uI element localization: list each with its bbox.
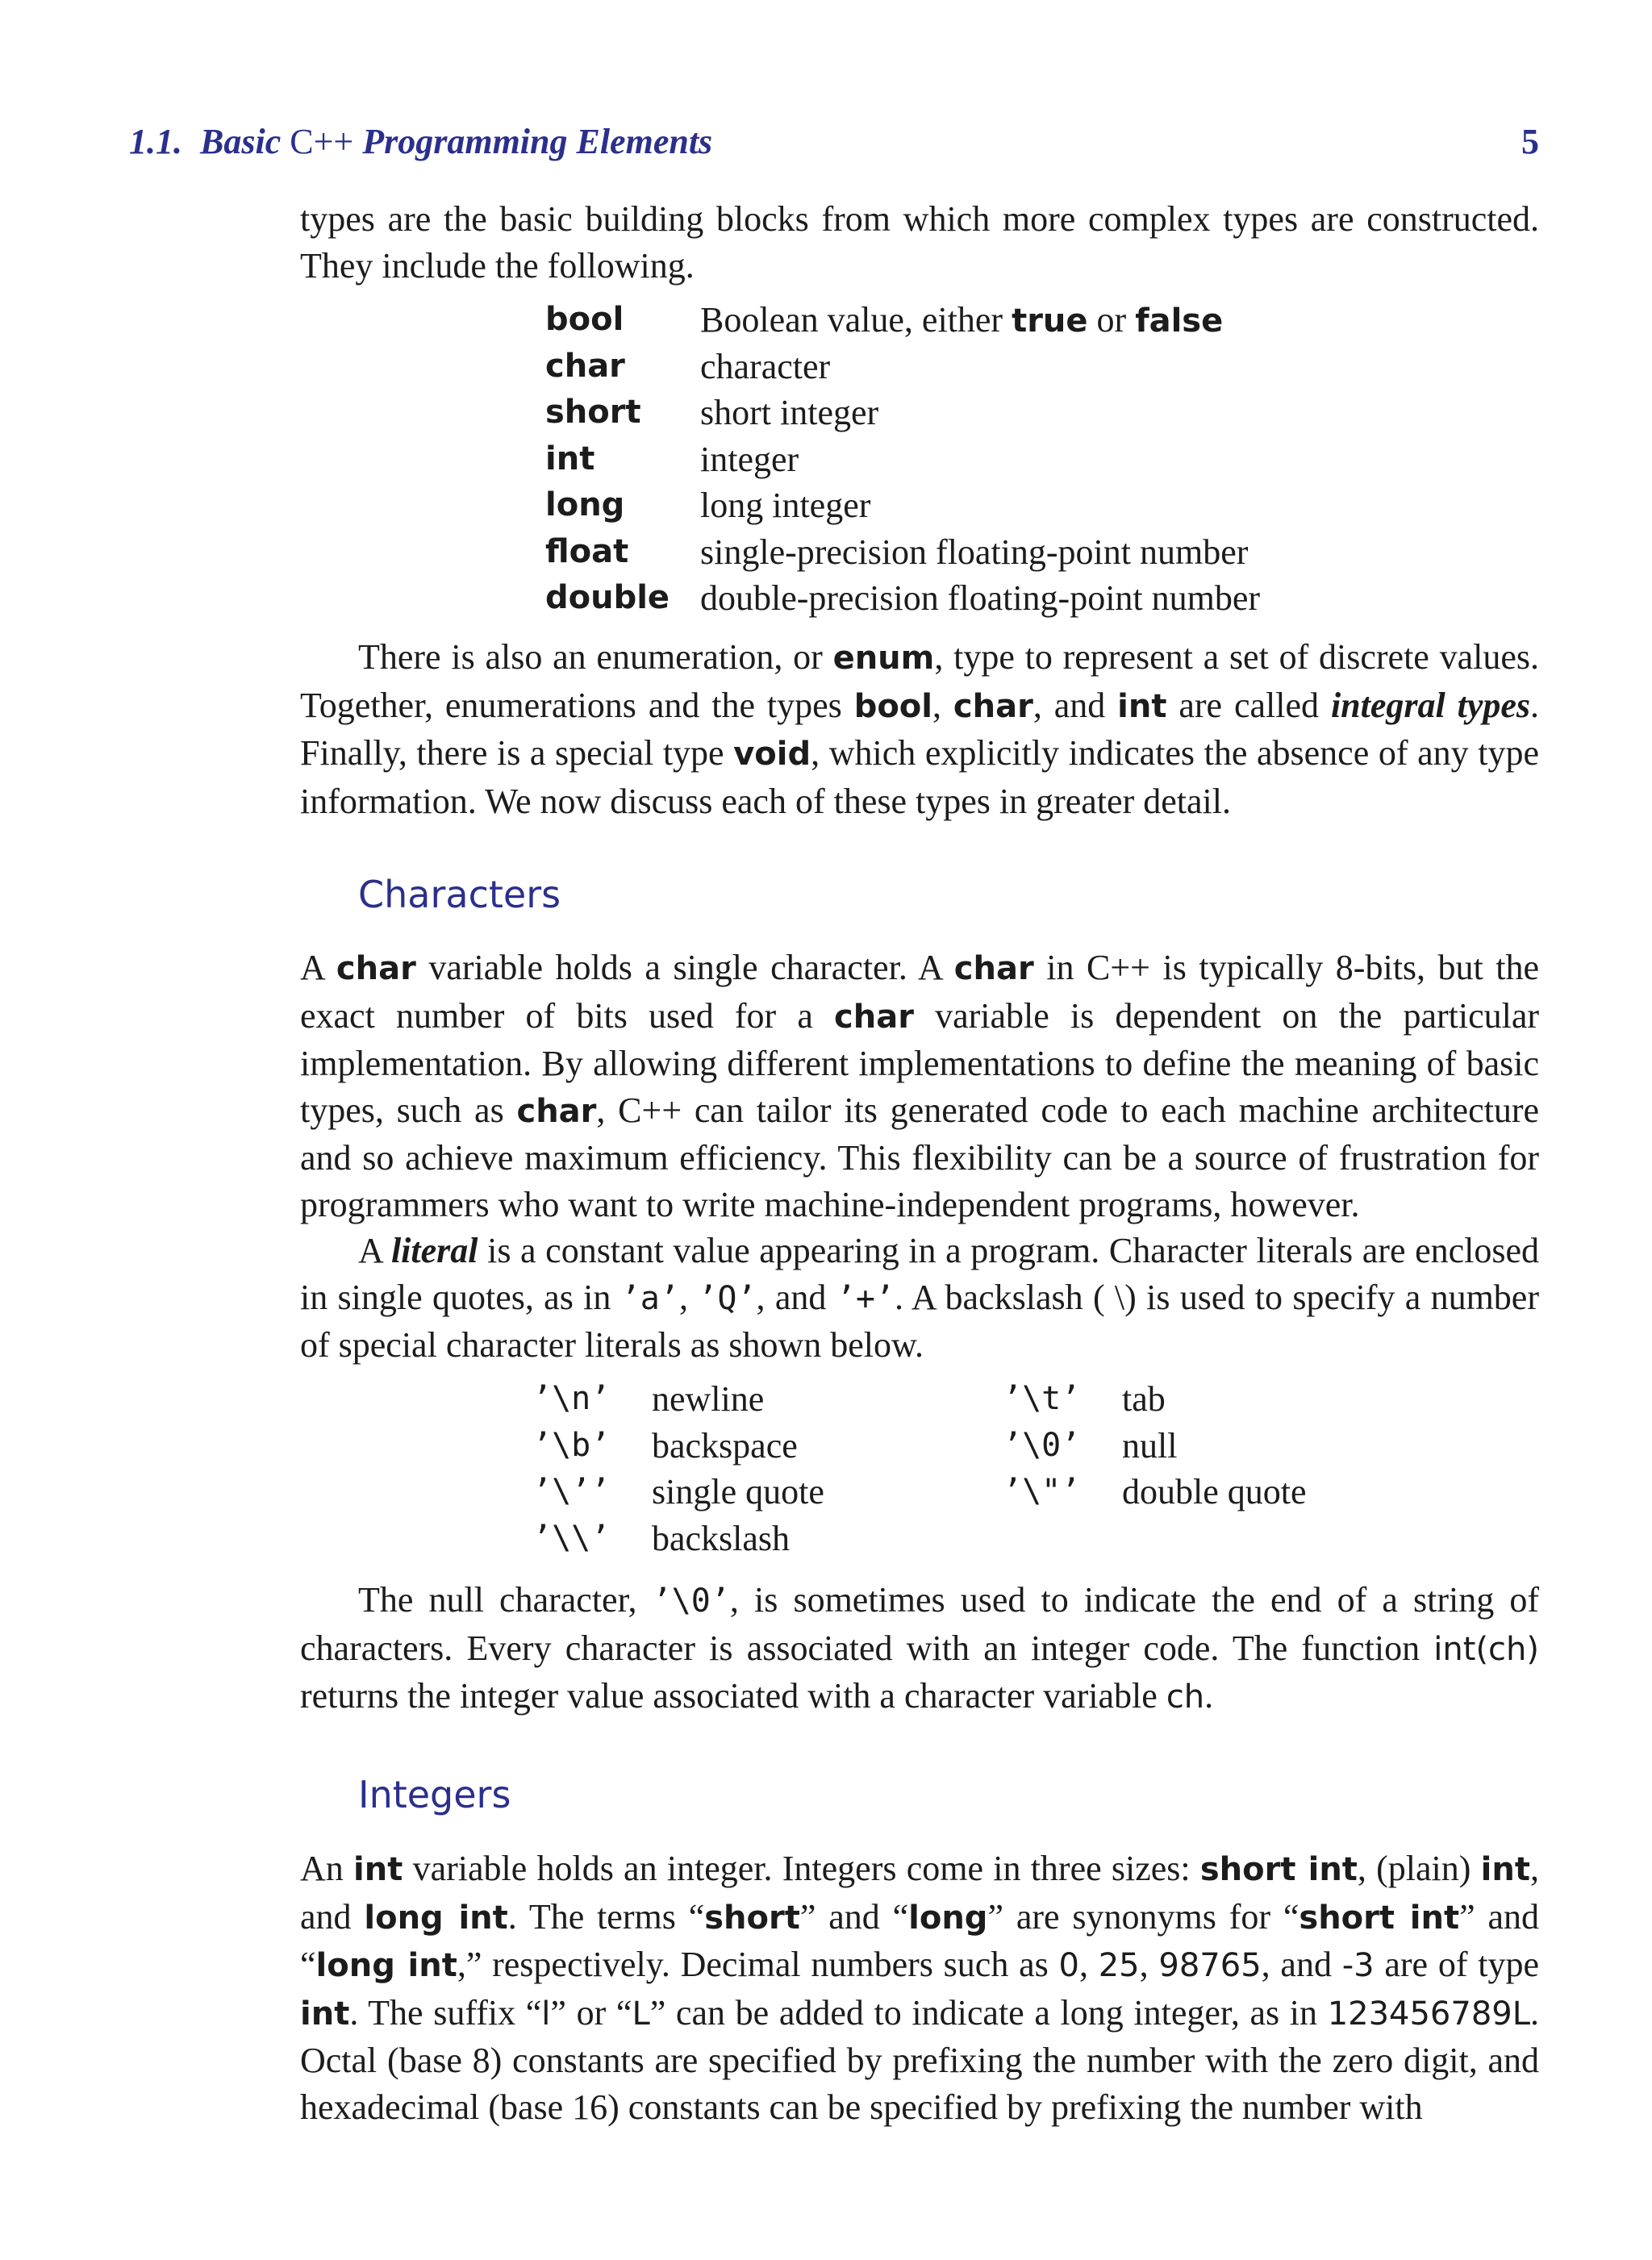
text-run: is a constant value appearing in a program. Character literals are enclosed in single quotes, as in bbox=[300, 1231, 1540, 1317]
running-header bbox=[129, 121, 1539, 169]
integers-paragraph-1 bbox=[300, 1845, 1539, 2130]
keyword-char: char bbox=[336, 950, 416, 987]
escape-desc: null bbox=[1122, 1425, 1178, 1466]
escape-row bbox=[1003, 1469, 1307, 1516]
type-desc-text: or bbox=[1096, 300, 1127, 340]
escape-code: ’\0’ bbox=[1003, 1426, 1081, 1464]
escape-table-left bbox=[532, 1376, 824, 1562]
keyword-false: false bbox=[1135, 302, 1224, 340]
section-heading-characters: Characters bbox=[358, 873, 561, 916]
characters-paragraph-3 bbox=[300, 1577, 1539, 1721]
type-row bbox=[545, 482, 1260, 529]
type-name: double bbox=[545, 579, 670, 616]
section-number: 1.1. bbox=[129, 122, 182, 161]
text-run: An bbox=[300, 1849, 344, 1888]
keyword-char: char bbox=[516, 1092, 597, 1130]
text-run: , type to represent a set of discrete values. Together, enumerations and the types bbox=[300, 637, 1540, 725]
text-run: , which explicitly indicates the absence of any type information. We now discuss each of these types in greater detail. bbox=[300, 733, 1540, 821]
keyword-int: int bbox=[1117, 687, 1167, 725]
escape-code: ’\b’ bbox=[532, 1426, 611, 1464]
text-run: ” are synonyms for “ bbox=[987, 1896, 1299, 1937]
code-suffix: L bbox=[632, 1995, 650, 2033]
header-title-cpp: C++ bbox=[290, 122, 354, 161]
text-run: , (plain) bbox=[1357, 1849, 1471, 1888]
keyword-int: int bbox=[1480, 1851, 1530, 1888]
escape-code: ’\"’ bbox=[1003, 1473, 1081, 1510]
type-name: int bbox=[545, 440, 595, 477]
escape-desc: backspace bbox=[652, 1425, 798, 1466]
escape-row bbox=[532, 1376, 824, 1423]
escape-desc: newline bbox=[652, 1379, 765, 1419]
type-row bbox=[545, 575, 1260, 622]
escape-row bbox=[532, 1469, 824, 1516]
keyword-void: void bbox=[733, 736, 811, 773]
type-row bbox=[545, 297, 1260, 344]
type-desc bbox=[700, 297, 1223, 344]
text-run: , and bbox=[300, 1849, 1539, 1937]
text-run: , and bbox=[1032, 685, 1106, 725]
text-run: returns the integer value associated with a character variable bbox=[300, 1676, 1158, 1716]
keyword-enum: enum bbox=[832, 640, 935, 677]
null-char-block bbox=[300, 1577, 1539, 1721]
type-desc: character bbox=[700, 346, 831, 386]
keyword-short-int: short int bbox=[1299, 1899, 1460, 1937]
text-run: variable holds a single character. A bbox=[428, 948, 942, 987]
text-run: are of type bbox=[1384, 1945, 1540, 1984]
escape-desc: backslash bbox=[652, 1518, 791, 1558]
text-run: . bbox=[1204, 1676, 1214, 1716]
text-run: , bbox=[932, 685, 941, 725]
fundamental-types-table bbox=[545, 297, 1260, 622]
type-row bbox=[545, 344, 1260, 390]
keyword-int: int bbox=[353, 1851, 403, 1888]
text-run: variable is dependent on the particular implementation. By allowing different implementations to define the meaning of basic types, such as bbox=[300, 995, 1540, 1130]
section-heading-integers: Integers bbox=[358, 1773, 511, 1816]
code-suffix: l bbox=[541, 1995, 551, 2033]
type-name: long bbox=[545, 486, 625, 523]
text-run: ” or “ bbox=[550, 1992, 632, 2033]
page-number: 5 bbox=[1521, 122, 1539, 161]
type-name: float bbox=[545, 532, 629, 570]
text-run: , is sometimes used to indicate the end of a string of characters. Every character is associated with an integer code. The function bbox=[300, 1580, 1540, 1668]
enum-block bbox=[300, 634, 1539, 824]
text-run: in C++ is typically 8-bits, but the exact number of bits used for a bbox=[300, 948, 1540, 1036]
type-desc: double-precision floating-point number bbox=[700, 578, 1261, 618]
escape-code: ’\’’ bbox=[532, 1473, 611, 1510]
type-row bbox=[545, 390, 1260, 436]
text-run: . The suffix “ bbox=[349, 1992, 542, 2033]
code-literal: ’\0’ bbox=[652, 1582, 730, 1620]
header-title bbox=[129, 121, 712, 162]
text-run: A bbox=[300, 948, 324, 987]
intro-paragraph: types are the basic building blocks from which more complex types are constructed. They include the following. bbox=[300, 199, 1539, 286]
keyword-long: long bbox=[908, 1899, 988, 1937]
characters-paragraph-2 bbox=[300, 1228, 1539, 1369]
code-number: 0 bbox=[1058, 1947, 1079, 1984]
keyword-true: true bbox=[1012, 302, 1088, 340]
escape-table-right bbox=[1003, 1376, 1307, 1516]
escape-row bbox=[1003, 1423, 1307, 1470]
text-run: There is also an enumeration, or bbox=[358, 637, 823, 677]
text-run: ,” respectively. Decimal numbers such as bbox=[457, 1945, 1049, 1984]
text-run: A bbox=[358, 1231, 382, 1270]
text-run: ” and “ bbox=[300, 1896, 1539, 1984]
keyword-short-int: short int bbox=[1199, 1851, 1358, 1888]
escape-desc: double quote bbox=[1122, 1472, 1307, 1512]
characters-block bbox=[300, 944, 1539, 1369]
keyword-char: char bbox=[953, 687, 1033, 725]
type-desc: short integer bbox=[700, 393, 879, 432]
escape-row bbox=[1003, 1376, 1307, 1423]
code-number: 25 bbox=[1098, 1947, 1140, 1984]
escape-code: ’\t’ bbox=[1003, 1380, 1081, 1417]
keyword-char: char bbox=[953, 950, 1034, 987]
escape-row bbox=[532, 1516, 824, 1562]
code-number: -3 bbox=[1341, 1947, 1375, 1984]
text-run: . Octal (base 8) constants are specified by prefixing the number with the zero digit, and hexadecimal (base 16) constants can be specified by prefixing the number with bbox=[300, 1992, 1540, 2127]
keyword-long-int: long int bbox=[315, 1947, 457, 1984]
keyword-char: char bbox=[834, 998, 914, 1036]
text-run: , bbox=[1139, 1945, 1149, 1984]
keyword-bool: bool bbox=[853, 687, 932, 725]
type-desc: integer bbox=[700, 439, 799, 479]
code-number: 123456789L bbox=[1327, 1995, 1531, 2033]
text-run: The null character, bbox=[358, 1580, 637, 1620]
escape-code: ’\n’ bbox=[532, 1380, 611, 1417]
type-row bbox=[545, 529, 1260, 576]
integers-block bbox=[300, 1845, 1539, 2130]
text-run: . The terms “ bbox=[507, 1896, 705, 1937]
type-row bbox=[545, 436, 1260, 483]
code-number: 98765 bbox=[1158, 1947, 1262, 1984]
code-function: int(ch) bbox=[1433, 1630, 1539, 1668]
type-name: char bbox=[545, 347, 625, 385]
escape-desc: tab bbox=[1122, 1379, 1166, 1419]
text-run: , and bbox=[1261, 1945, 1332, 1984]
intro-block bbox=[300, 196, 1539, 289]
text-run: are called bbox=[1179, 685, 1320, 725]
keyword-short: short bbox=[704, 1899, 800, 1937]
escape-code: ’\\’ bbox=[532, 1519, 611, 1557]
keyword-int: int bbox=[300, 1995, 350, 2033]
text-run: , and bbox=[756, 1277, 827, 1317]
keyword-long-int: long int bbox=[364, 1899, 508, 1937]
type-desc: single-precision floating-point number bbox=[700, 532, 1249, 572]
term-literal: literal bbox=[390, 1231, 478, 1270]
code-literal: ’a’ bbox=[620, 1279, 679, 1317]
enum-paragraph bbox=[300, 634, 1539, 824]
text-run: . A backslash ( \) is used to specify a number of special character literals as shown below. bbox=[300, 1277, 1539, 1365]
escape-row bbox=[532, 1423, 824, 1470]
code-variable: ch bbox=[1166, 1678, 1205, 1716]
text-run: , bbox=[678, 1277, 688, 1317]
text-run: ” can be added to indicate a long integer, as in bbox=[649, 1992, 1318, 2033]
characters-paragraph-1 bbox=[300, 944, 1539, 1228]
type-name: bool bbox=[545, 301, 624, 338]
code-literal: ’Q’ bbox=[698, 1279, 757, 1317]
term-integral-types: integral types bbox=[1330, 685, 1531, 725]
code-literal: ’+’ bbox=[836, 1279, 895, 1317]
type-name: short bbox=[545, 394, 641, 431]
text-run: ” and “ bbox=[799, 1896, 909, 1937]
text-run: , C++ can tailor its generated code to each machine architecture and so achieve maximum efficiency. This flexibility can be a source of frustration for programmers who want to write machine-independent programs, however. bbox=[300, 1090, 1540, 1224]
type-desc: long integer bbox=[700, 486, 871, 525]
text-run: , bbox=[1078, 1945, 1088, 1984]
escape-desc: single quote bbox=[652, 1472, 824, 1512]
text-run: variable holds an integer. Integers come in three sizes: bbox=[412, 1849, 1191, 1888]
text-run: . Finally, there is a special type bbox=[300, 685, 1540, 773]
header-title-part: Basic bbox=[200, 122, 282, 161]
type-desc-text: Boolean value, either bbox=[700, 300, 1003, 340]
header-title-part: Programming Elements bbox=[362, 122, 713, 161]
